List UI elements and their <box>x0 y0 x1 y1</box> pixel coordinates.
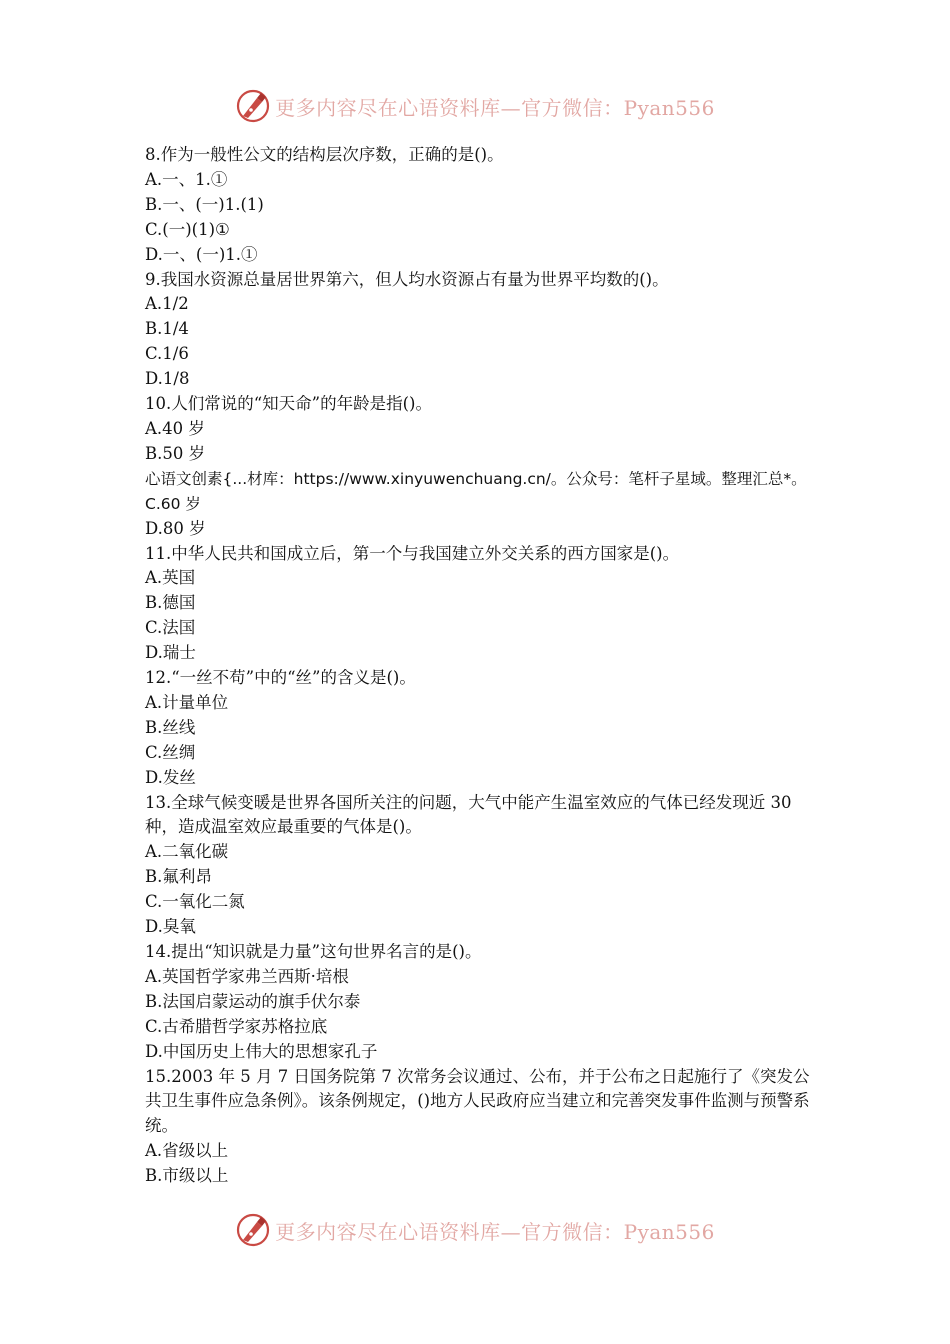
option-10d: D.80 岁 <box>145 518 206 538</box>
header-watermark-text: 更多内容尽在心语资料库—官方微信：Pyan556 <box>275 95 715 120</box>
footer-watermark-banner <box>0 1208 950 1252</box>
option-11b: B.德国 <box>145 593 196 613</box>
inline-ad-with-option-10c: 心语文创素{...材库：https://www.xinyuwenchuang.cn/。公众号：笔杆子星域。整理汇总*。C.60 岁 <box>145 469 807 513</box>
header-watermark-banner <box>0 84 950 128</box>
option-13d: D.臭氧 <box>145 917 196 937</box>
option-14d: D.中国历史上伟大的思想家孔子 <box>145 1041 378 1061</box>
option-8a: A.一、1.① <box>145 169 228 189</box>
question-11: 11.中华人民共和国成立后，第一个与我国建立外交关系的西方国家是()。 <box>145 543 680 563</box>
option-9d: D.1/8 <box>145 369 190 389</box>
option-14b: B.法国启蒙运动的旗手伏尔泰 <box>145 991 361 1011</box>
option-14c: C.古希腊哲学家苏格拉底 <box>145 1016 328 1036</box>
option-9a: A.1/2 <box>145 294 189 314</box>
option-12b: B.丝线 <box>145 717 196 737</box>
question-14: 14.提出“知识就是力量”这句世界名言的是()。 <box>145 942 482 961</box>
question-15: 15.2003 年 5 月 7 日国务院第 7 次常务会议通过、公布，并于公布之日起施行了《突发公共卫生事件应急条例》。该条例规定，()地方人民政府应当建立和完善突发事件监测与预警系统。 <box>145 1066 810 1136</box>
option-8b: B.一、(一)1.(1) <box>145 194 264 214</box>
option-13c: C.一氧化二氮 <box>145 892 245 912</box>
option-15a: A.省级以上 <box>145 1141 229 1161</box>
option-9b: B.1/4 <box>145 319 189 339</box>
question-12: 12.“一丝不苟”中的“丝”的含义是()。 <box>145 668 416 688</box>
option-13a: A.二氧化碳 <box>145 842 229 862</box>
option-12d: D.发丝 <box>145 767 196 787</box>
question-13: 13.全球气候变暖是世界各国所关注的问题，大气中能产生温室效应的气体已经发现近 30 种，造成温室效应最重要的气体是()。 <box>145 792 792 837</box>
footer-watermark-text: 更多内容尽在心语资料库—官方微信：Pyan556 <box>275 1219 715 1244</box>
option-11d: D.瑞士 <box>145 643 196 663</box>
question-10: 10.人们常说的“知天命”的年龄是指()。 <box>145 394 432 414</box>
option-10a: A.40 岁 <box>145 418 205 438</box>
option-14a: A.英国哲学家弗兰西斯·培根 <box>145 966 349 986</box>
question-9: 9.我国水资源总量居世界第六，但人均水资源占有量为世界平均数的()。 <box>145 269 669 289</box>
question-list <box>145 143 810 1189</box>
option-12a: A.计量单位 <box>145 692 229 712</box>
option-15b: B.市级以上 <box>145 1166 229 1186</box>
pen-nib-logo-icon <box>235 1212 271 1248</box>
option-11a: A.英国 <box>145 568 196 588</box>
option-8c: C.(一)(1)① <box>145 219 230 239</box>
option-13b: B.氟利昂 <box>145 867 212 887</box>
option-10b: B.50 岁 <box>145 443 206 463</box>
option-12c: C.丝绸 <box>145 742 196 762</box>
option-9c: C.1/6 <box>145 344 189 364</box>
pen-nib-logo-icon <box>235 88 271 124</box>
option-8d: D.一、(一)1.① <box>145 244 258 264</box>
option-11c: C.法国 <box>145 618 196 638</box>
question-8: 8.作为一般性公文的结构层次序数，正确的是()。 <box>145 145 504 164</box>
